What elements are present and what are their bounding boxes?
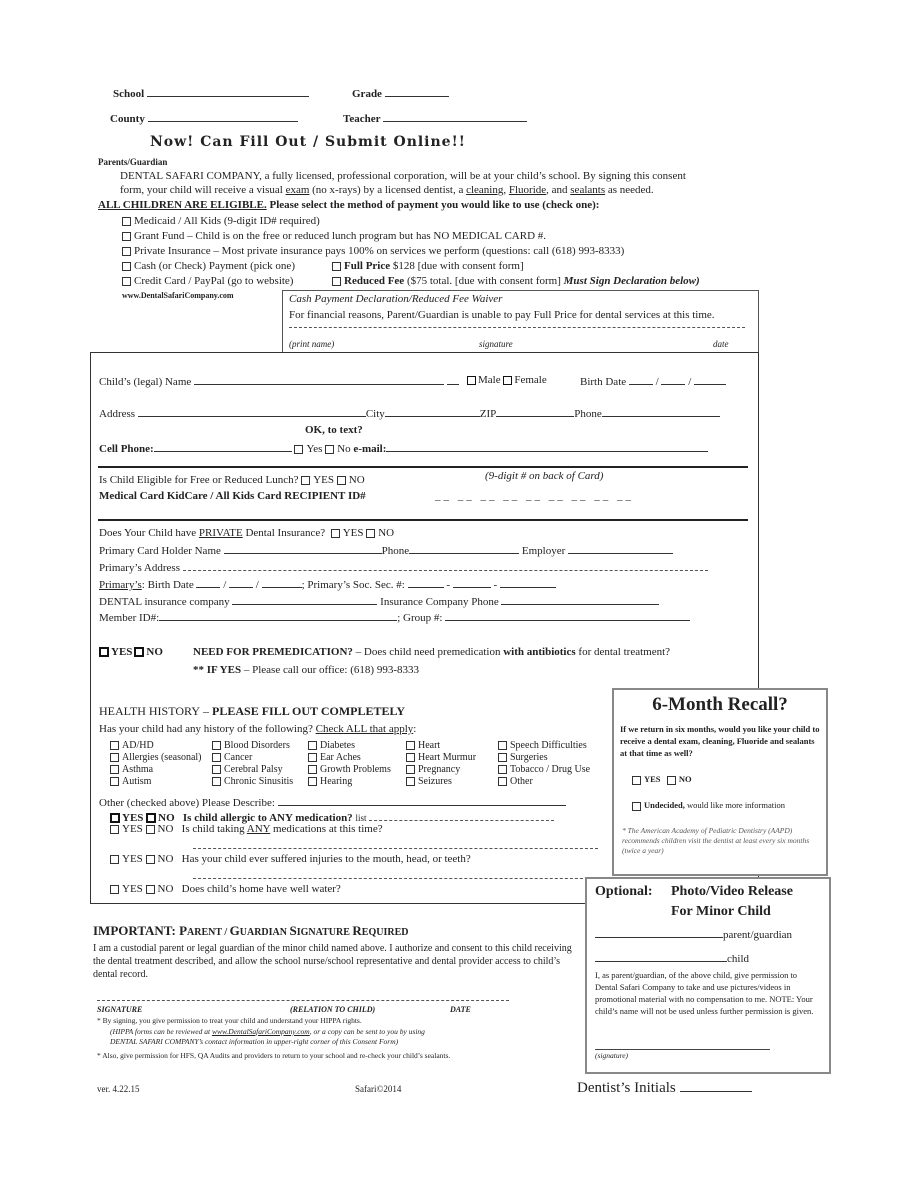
website-link[interactable]: www.DentalSafariCompany.com [211,1027,310,1036]
condition-checkbox[interactable]: Seizures [406,776,498,787]
consent-note-1: * By signing, you give permission to treat your child and understand your HIPPA rights. [97,1016,362,1025]
dentist-initials-field[interactable]: Dentist’s Initials [577,1078,752,1097]
copyright-text: Safari©2014 [355,1084,402,1094]
signature-label: signature [479,339,513,349]
photo-title-2: For Minor Child [671,904,771,919]
recall-text: If we return in six months, would you like your child to receive a dental exam, cleaning, Fluoride and sealants at that time as well? [620,724,820,758]
recall-note: * The American Academy of Pediatric Dentistry (AAPD) recommends children visit the dentist at least every six months (twice a year) [622,826,810,855]
condition-checkbox[interactable]: Other [498,776,608,787]
recall-title: 6-Month Recall? [652,694,788,715]
lunch-question[interactable]: Is Child Eligible for Free or Reduced Lunch? YES NO [99,474,365,486]
consent-signature-label: SIGNATURE [97,1005,143,1014]
child-name-row[interactable]: Child’s (legal) Name [99,374,459,388]
payment-cash[interactable]: Cash (or Check) Payment (pick one) [122,260,295,272]
condition-checkbox[interactable]: Autism [110,776,212,787]
recall-yes-no[interactable]: YES NO [632,774,692,785]
health-question: Has your child had any history of the following? Check ALL that apply: [99,723,417,735]
checkbox-icon [498,777,507,786]
version-text: ver. 4.22.15 [97,1084,140,1094]
recipient-id-field[interactable]: __ __ __ __ __ __ __ __ __ [435,490,634,502]
address-row[interactable]: Address City ZIP Phone [99,406,720,420]
website-text: www.DentalSafariCompany.com [122,291,234,300]
premed-question: NEED FOR PREMEDICATION? – Does child need premedication with antibiotics for dental treatment? [193,646,671,658]
card-hint: (9-digit # on back of Card) [485,470,604,482]
condition-checkbox[interactable]: Ear Aches [308,752,406,763]
photo-title-1: Photo/Video Release [671,884,793,899]
intro-line-1: DENTAL SAFARI COMPANY, a fully licensed, professional corporation, will be at your child’s school. By signing this consent [120,170,686,182]
payment-private[interactable]: Private Insurance – Most private insurance pays 100% on services we perform (questions: call (618) 993-8333) [122,245,624,257]
birth-date-field[interactable]: Birth Date / / [580,374,726,388]
payment-credit[interactable]: Credit Card / PayPal (go to website) [122,275,293,287]
checkbox-icon [406,777,415,786]
condition-checkbox[interactable]: Asthma [110,764,212,775]
school-label: School [113,88,145,100]
consent-note-4: * Also, give permission for HFS, QA Audits and providers to return to your school and re-check your child’s sealants. [97,1051,451,1060]
checkbox-icon [498,753,507,762]
checkbox-icon [498,765,507,774]
premed-checkboxes[interactable]: YES NO [99,646,163,658]
dental-company-row[interactable]: DENTAL insurance company Insurance Company Phone [99,594,659,608]
optional-label: Optional: [595,884,653,899]
checkbox-icon [110,741,119,750]
member-id-row[interactable]: Member ID#: ; Group #: [99,610,690,624]
condition-checkbox[interactable]: Growth Problems [308,764,406,775]
condition-checkbox[interactable]: Diabetes [308,740,406,751]
checkbox-icon [212,741,221,750]
condition-checkbox[interactable]: Surgeries [498,752,608,763]
primary-birth-row[interactable]: Primary’s: Birth Date / / ; Primary’s Soc. Sec. #: - - [99,577,556,591]
injuries-line[interactable] [193,878,598,879]
primary-address-row[interactable]: Primary’s Address [99,560,708,574]
condition-checkbox[interactable]: AD/HD [110,740,212,751]
injuries-row[interactable]: YES NO Has your child ever suffered injuries to the mouth, head, or teeth? [110,853,471,865]
condition-checkbox[interactable]: Cerebral Palsy [212,764,308,775]
well-water-row[interactable]: YES NO Does child’s home have well water? [110,883,341,895]
photo-signature-line[interactable] [595,1049,770,1050]
waiver-title: Cash Payment Declaration/Reduced Fee Waiver [289,293,503,305]
checkbox-icon [212,753,221,762]
checkbox-icon [110,753,119,762]
recall-box [612,688,828,876]
checkbox-icon [110,777,119,786]
online-banner: Now! Can Fill Out / Submit Online!! [150,134,466,150]
payment-medicaid[interactable]: Medicaid / All Kids (9-digit ID# required) [122,215,320,227]
photo-signature-label: (signature) [595,1051,629,1060]
section-divider [98,466,748,468]
photo-release-box [585,877,831,1074]
condition-checkbox[interactable]: Heart Murmur [406,752,498,763]
checkbox-icon [406,765,415,774]
payment-full-price[interactable]: Full Price $128 [due with consent form] [332,260,524,272]
other-describe-row[interactable]: Other (checked above) Please Describe: [99,795,566,809]
checkbox-icon [406,753,415,762]
card-holder-row[interactable]: Primary Card Holder Name Phone Employer [99,543,673,557]
parents-guardian-label: Parents/Guardian [98,157,168,167]
payment-grant[interactable]: Grant Fund – Child is on the free or reduced lunch program but has NO MEDICAL CARD #. [122,230,546,242]
grade-label: Grade [352,88,382,100]
consent-relation-label: (RELATION TO CHILD) [290,1005,376,1014]
condition-checkbox[interactable]: Tobacco / Drug Use [498,764,608,775]
checkbox-icon [212,777,221,786]
checkbox-icon [308,777,317,786]
condition-checkbox[interactable]: Hearing [308,776,406,787]
condition-checkbox[interactable]: Allergies (seasonal) [110,752,212,763]
medical-card-label: Medical Card KidCare / All Kids Card RECIPIENT ID# [99,490,366,502]
waiver-box [282,290,759,355]
waiver-text: For financial reasons, Parent/Guardian is unable to pay Full Price for dental services at this time. [289,309,715,321]
photo-release-text: I, as parent/guardian, of the above child, give permission to Dental Safari Company to take and use pictures/videos in promotional material with no compensation to me. NOTE: Your child’s name will not be used unless further permission is given. [595,970,814,1016]
condition-checkbox[interactable]: Heart [406,740,498,751]
consent-note-2: (HIPPA forms can be reviewed at www.DentalSafariCompany.com, or a copy can be sent to you by using [110,1027,425,1036]
allergic-row[interactable]: YES NO Is child allergic to ANY medication? list [110,810,554,824]
checkbox-icon [308,753,317,762]
county-field[interactable] [110,111,298,125]
school-field[interactable] [113,86,309,100]
eligibility-line: ALL CHILDREN ARE ELIGIBLE. Please select the method of payment you would like to use (check one): [98,199,600,211]
gender-row[interactable]: Male Female [467,374,547,386]
condition-checkbox[interactable]: Pregnancy [406,764,498,775]
condition-checkbox[interactable]: Chronic Sinusitis [212,776,308,787]
consent-note-3: DENTAL SAFARI COMPANY’s contact information in upper-right corner of this Consent Form) [110,1037,399,1046]
medications-line[interactable] [193,848,598,849]
teacher-label: Teacher [343,113,381,125]
checkbox-icon [110,765,119,774]
date-label: date [713,339,729,349]
county-label: County [110,113,145,125]
payment-reduced[interactable]: Reduced Fee ($75 total. [due with consent form] Must Sign Declaration below) [332,275,700,287]
conditions-grid [110,740,608,787]
consent-signature-line[interactable] [97,1000,509,1001]
consent-text: I am a custodial parent or legal guardian of the minor child named above. I authorize and consent to this child receiving the dental treatment described, and allow the school nurse/school representative and dental provider access to child’s dental record. [93,943,572,980]
parent-guardian-field[interactable]: parent/guardian [595,927,792,941]
checkbox-icon [498,741,507,750]
checkbox-icon [308,765,317,774]
print-name-label: (print name) [289,339,335,349]
insurance-question[interactable]: Does Your Child have PRIVATE Dental Insurance? YES NO [99,527,395,539]
grade-field[interactable] [352,86,449,100]
child-field[interactable]: child [595,951,749,965]
condition-checkbox[interactable]: Blood Disorders [212,740,308,751]
checkbox-icon [308,741,317,750]
ok-to-text-label: OK, to text? [305,424,363,436]
premed-call: ** IF YES – Please call our office: (618) 993-8333 [193,664,419,676]
medications-row[interactable]: YES NO Is child taking ANY medications at this time? [110,823,383,835]
cell-phone-row[interactable]: Cell Phone: Yes No e-mail: [99,441,708,455]
waiver-signature-line[interactable] [289,327,745,328]
intro-line-2: form, your child will receive a visual exam (no x-rays) by a licensed dentist, a cleaning, Fluoride, and sealants as needed. [120,184,654,196]
consent-title: IMPORTANT: PARENT / GUARDIAN SIGNATURE REQUIRED [93,923,409,938]
section-divider [98,519,748,521]
consent-date-label: DATE [450,1005,471,1014]
checkbox-icon [406,741,415,750]
checkbox-icon [212,765,221,774]
teacher-field[interactable] [343,111,527,125]
condition-checkbox[interactable]: Cancer [212,752,308,763]
condition-checkbox[interactable]: Speech Difficulties [498,740,608,751]
health-history-title: HEALTH HISTORY – PLEASE FILL OUT COMPLETELY [99,704,406,718]
recall-undecided[interactable]: Undecided, would like more information [632,800,785,811]
